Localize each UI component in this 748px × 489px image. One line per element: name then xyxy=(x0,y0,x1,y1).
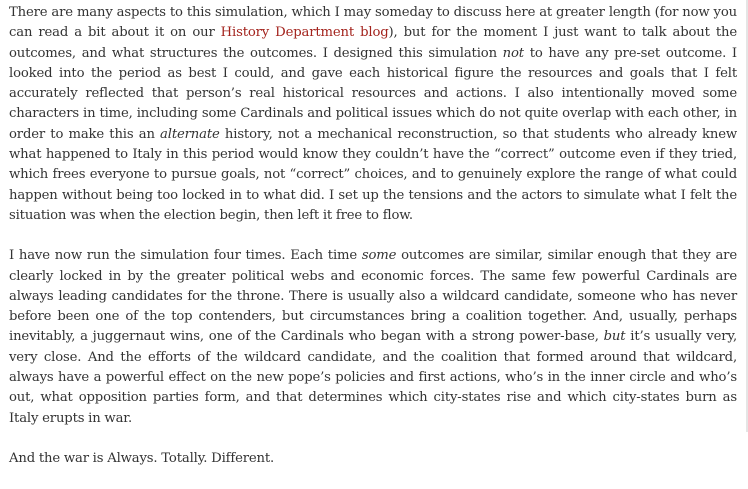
paragraph-1-text: ), but for the moment I just want to talk about the outcomes, and what structures the outcomes. I designed this simulation xyxy=(9,25,738,61)
paragraph-2 xyxy=(9,246,737,429)
paragraph-1-text: history, not a mechanical reconstruction, so that students who already knew what happened to Italy in this period would know they couldn’t have the “correct” outcome even if they tried, which frees everyone to pursue goals, not “correct” choices, and to genuinely explore the range of what could happen without being too locked in to what did. I set up the tensions and the actors to simulate what I felt the situation was when the election begin, then left it free to flow. xyxy=(9,126,737,223)
paragraph-1 xyxy=(9,3,737,226)
article-body xyxy=(9,3,737,489)
emphasis-some: some xyxy=(361,248,397,264)
paragraph-2-text: outcomes are similar, similar enough that they are clearly locked in by the greater political webs and economic forces. The same few powerful Cardinals are always leading candidates for the throne. There is usually also a wildcard candidate, someone who has never before been one of the top contenders, but circumstances bring a coalition together. And, usually, perhaps inevitably, a juggernaut wins, one of the Cardinals who began with a strong power-base, xyxy=(9,248,737,345)
emphasis-but: but xyxy=(603,329,626,345)
paragraph-2-text: I have now run the simulation four times. Each time xyxy=(9,248,362,264)
paragraph-1-text: to have any pre-set outcome. I looked into the period as best I could, and gave each historical figure the resources and goals that I felt accurately reflected that person’s real historical resources and actions. I also intentionally moved some characters in time, including some Cardinals and political issues which do not quite overlap with each other, in order to make this an xyxy=(9,45,737,142)
paragraph-2-text: it’s usually very, very close. And the efforts of the wildcard candidate, and the coalition that formed around that wildcard, always have a powerful effect on the new pope’s policies and first actions, who’s in the inner circle and who’s out, what opposition parties form, and that determines which city-states rise and which city-states burn as Italy erupts in war. xyxy=(9,329,737,426)
paragraph-1-text: There are many aspects to this simulation, which I may someday to discuss here at greater length (for now you can read a bit about it on our xyxy=(9,5,737,41)
emphasis-not: not xyxy=(502,45,524,61)
emphasis-alternate: alternate xyxy=(160,126,220,142)
history-department-blog-link[interactable]: History Department blog xyxy=(220,25,389,41)
paragraph-3 xyxy=(9,449,737,469)
paragraph-3-text: And the war is Always. Totally. Different. xyxy=(9,450,275,466)
